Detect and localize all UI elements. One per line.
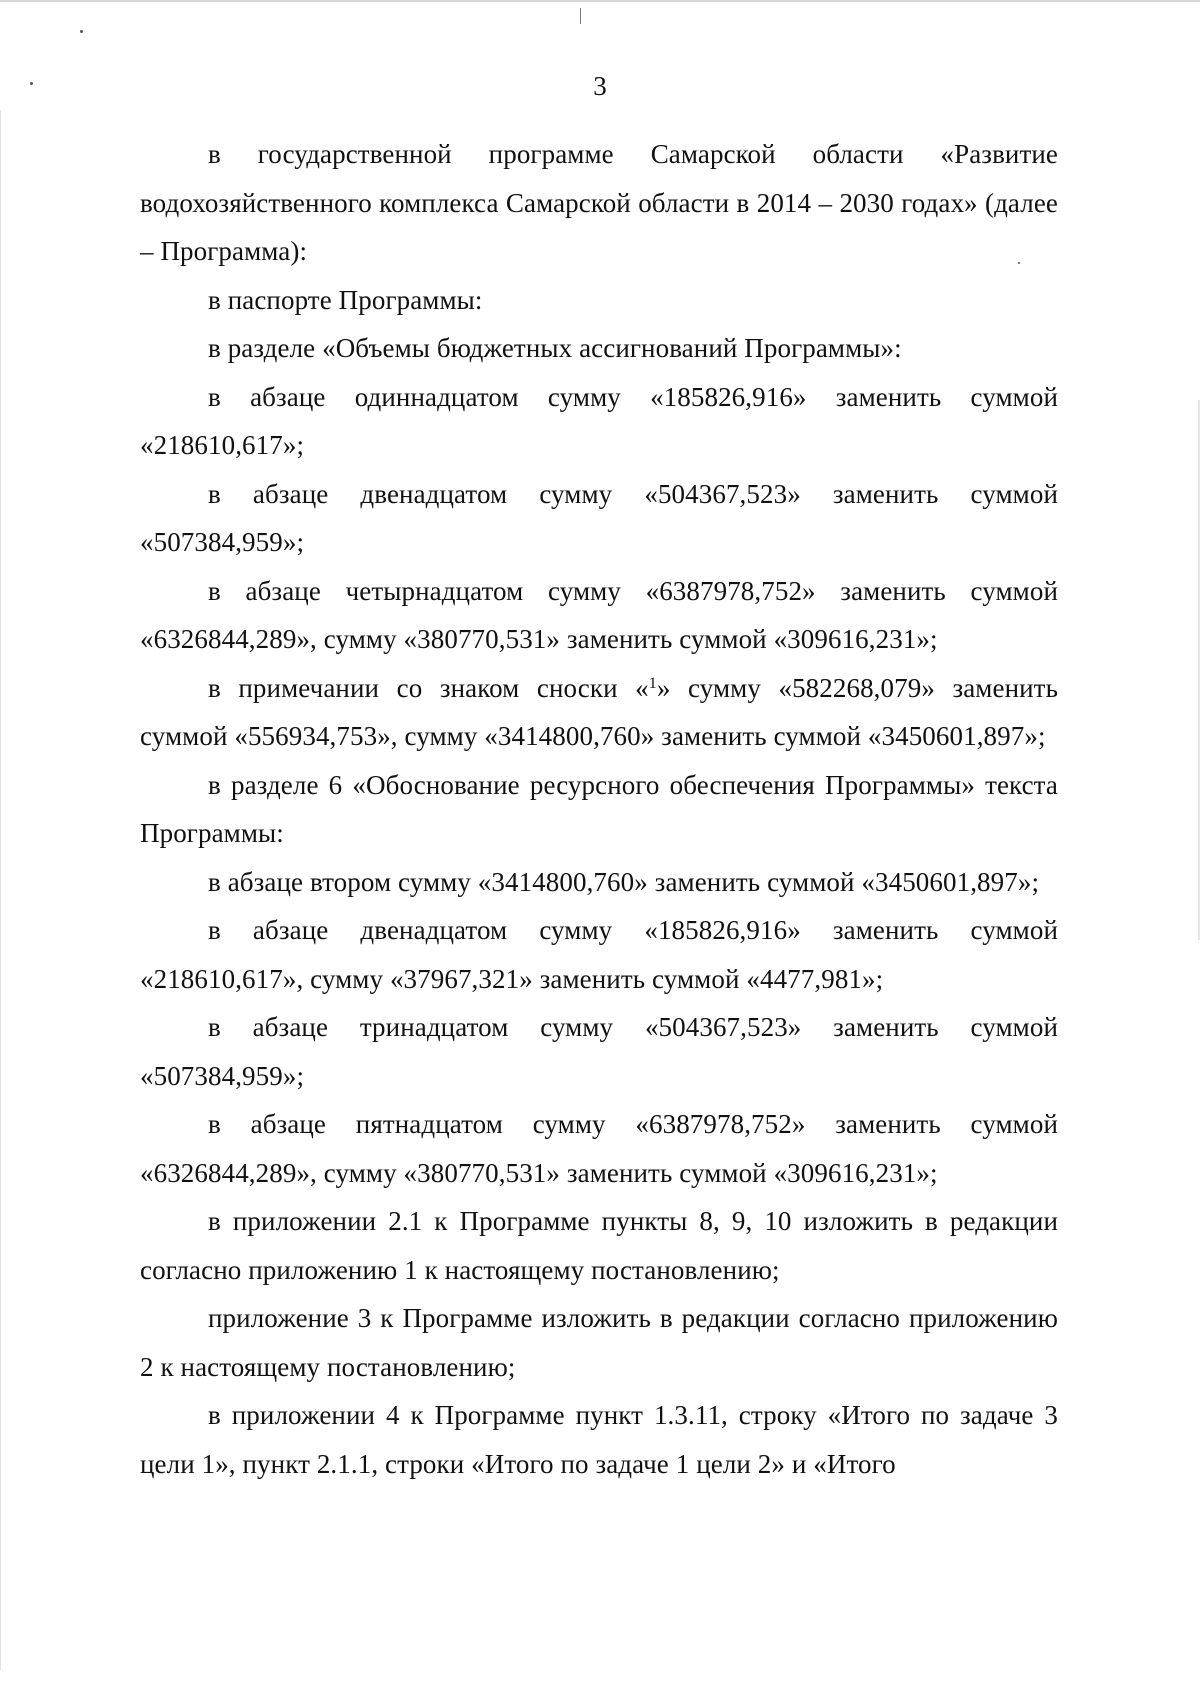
paragraph: в разделе «Объемы бюджетных ассигнований Программы»: bbox=[208, 333, 902, 363]
footnote-paragraph bbox=[140, 664, 1058, 761]
paragraph: в абзаце двенадцатом сумму «185826,916» заменить суммой «218610,617», сумму «37967,321» заменить суммой «4477,981»; bbox=[140, 915, 1058, 994]
document-body bbox=[140, 130, 1058, 1488]
scan-border-left bbox=[0, 110, 1, 1670]
paragraph: приложение 3 к Программе изложить в редакции согласно приложению 2 к настоящему постановлению; bbox=[140, 1303, 1058, 1382]
page-number: 3 bbox=[593, 71, 607, 101]
footnote-paragraph-end: » сумму «582268,079» заменить суммой «556934,753», сумму «3414800,760» заменить суммой «3450601,897»; bbox=[140, 672, 1058, 751]
paragraph: в паспорте Программы: bbox=[208, 284, 483, 315]
paragraph: в абзаце втором сумму «3414800,760» заменить суммой «3450601,897»; bbox=[208, 866, 1040, 897]
scan-mark bbox=[580, 8, 581, 24]
paragraph: в абзаце четырнадцатом сумму «6387978,752» заменить суммой «6326844,289», сумму «380770,531» заменить суммой «309616,231»; bbox=[140, 575, 1058, 654]
scan-speck bbox=[80, 30, 83, 33]
paragraph: в абзаце двенадцатом сумму «504367,523» заменить суммой «507384,959»; bbox=[140, 478, 1058, 557]
paragraph: в абзаце одиннадцатом сумму «185826,916» заменить суммой «218610,617»; bbox=[140, 381, 1058, 460]
paragraph: в государственной программе Самарской области «Развитие водохозяйственного комплекса Самарской области в 2014 – 2030 годах» (далее – Программа): bbox=[140, 139, 1058, 266]
scan-border-top bbox=[0, 0, 1200, 2]
paragraph: в абзаце пятнадцатом сумму «6387978,752» заменить суммой «6326844,289», сумму «380770,531» заменить суммой «309616,231»; bbox=[140, 1109, 1058, 1188]
paragraph: в разделе 6 «Обоснование ресурсного обеспечения Программы» текста Программы: bbox=[140, 769, 1058, 848]
paragraph: в абзаце тринадцатом сумму «504367,523» заменить суммой «507384,959»; bbox=[140, 1012, 1058, 1091]
footnote-paragraph-start: в примечании со знаком сноски « bbox=[208, 672, 649, 703]
paragraph: в приложении 4 к Программе пункт 1.3.11, строку «Итого по задаче 3 цели 1», пункт 2.1.1, строки «Итого по задаче 1 цели 2» и «Итого bbox=[140, 1400, 1058, 1479]
paragraph: в приложении 2.1 к Программе пункты 8, 9, 10 изложить в редакции согласно приложению 1 к настоящему постановлению; bbox=[140, 1206, 1058, 1285]
footnote-marker: 1 bbox=[648, 674, 657, 692]
